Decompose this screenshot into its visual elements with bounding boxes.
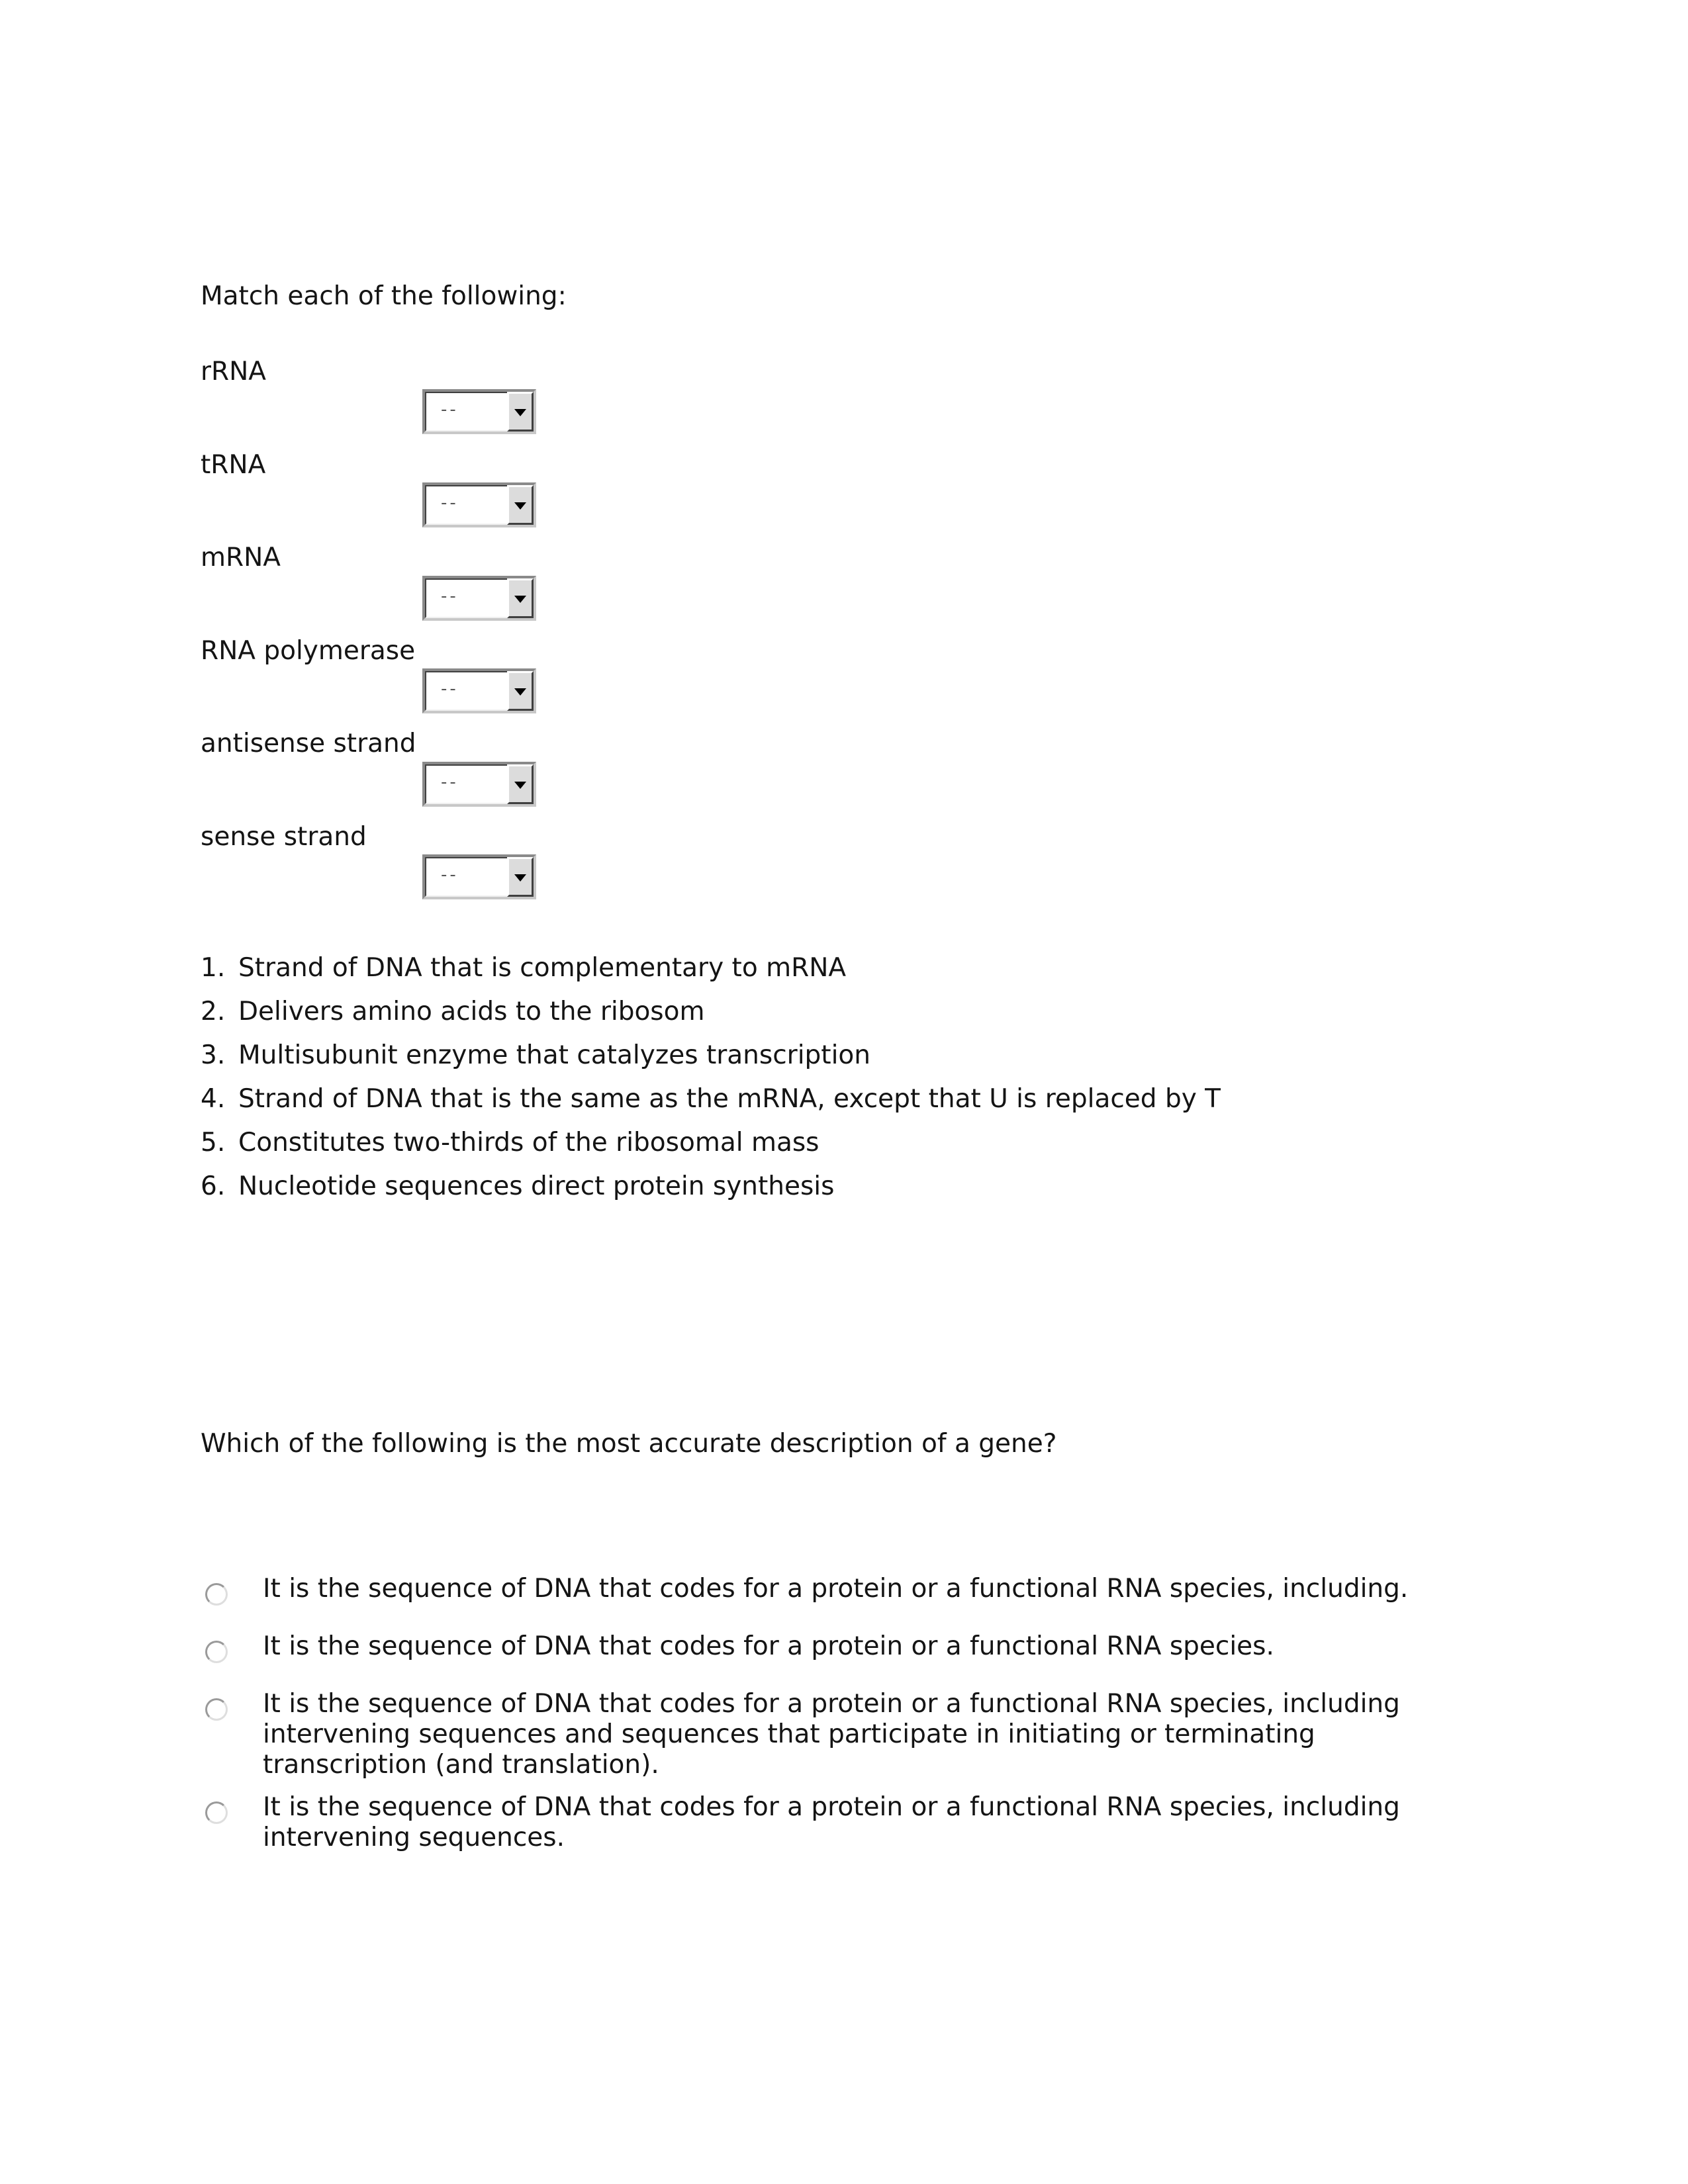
match-select-rrna[interactable] [422, 389, 536, 434]
answer-text: It is the sequence of DNA that codes for a protein or a functional RNA species, including intervening sequences. [263, 1792, 1400, 1852]
list-item: 5. Constitutes two-thirds of the ribosomal mass [201, 1128, 820, 1158]
chevron-down-icon [514, 688, 526, 696]
list-item: 4. Strand of DNA that is the same as the mRNA, except that U is replaced by T [201, 1084, 1221, 1114]
select-value: -- [441, 679, 459, 699]
chevron-down-icon [514, 782, 526, 789]
term-label-rna-polymerase: RNA polymerase [201, 636, 416, 666]
list-item: 1. Strand of DNA that is complementary to mRNA [201, 953, 847, 983]
answer-text: It is the sequence of DNA that codes for a protein or a functional RNA species. [263, 1631, 1274, 1661]
select-value: -- [441, 493, 459, 513]
dropdown-button[interactable] [507, 485, 534, 525]
dropdown-button[interactable] [507, 392, 534, 432]
term-label-trna: tRNA [201, 450, 266, 480]
select-value: -- [441, 400, 459, 420]
term-label-sense-strand: sense strand [201, 822, 367, 852]
chevron-down-icon [514, 502, 526, 510]
question-1-title: Match each of the following: [201, 281, 567, 311]
match-select-antisense-strand[interactable] [422, 762, 536, 807]
dropdown-button[interactable] [507, 857, 534, 897]
term-label-rrna: rRNA [201, 357, 266, 387]
chevron-down-icon [514, 596, 526, 603]
dropdown-button[interactable] [507, 578, 534, 618]
term-label-mrna: mRNA [201, 543, 281, 572]
select-value: -- [441, 865, 459, 885]
answer-text: It is the sequence of DNA that codes for a protein or a functional RNA species, including. [263, 1574, 1409, 1604]
question-2-title: Which of the following is the most accurate description of a gene? [201, 1429, 1057, 1459]
list-item: 6. Nucleotide sequences direct protein synthesis [201, 1171, 835, 1201]
dropdown-button[interactable] [507, 764, 534, 804]
dropdown-button[interactable] [507, 671, 534, 711]
term-label-antisense-strand: antisense strand [201, 729, 416, 758]
radio-button[interactable] [205, 1583, 228, 1606]
match-select-sense-strand[interactable] [422, 854, 536, 899]
radio-button[interactable] [205, 1641, 228, 1663]
chevron-down-icon [514, 874, 526, 882]
match-options-list [201, 955, 1458, 1217]
answer-text: It is the sequence of DNA that codes for a protein or a functional RNA species, including intervening sequences and sequences that participate in initiating or terminating transcription (and translation). [263, 1689, 1400, 1780]
match-select-rna-polymerase[interactable] [422, 668, 536, 713]
list-item: 3. Multisubunit enzyme that catalyzes transcription [201, 1040, 870, 1070]
select-value: -- [441, 772, 459, 792]
match-select-mrna[interactable] [422, 576, 536, 621]
match-select-trna[interactable] [422, 482, 536, 527]
list-item: 2. Delivers amino acids to the ribosom [201, 997, 705, 1026]
radio-button[interactable] [205, 1698, 228, 1721]
select-value: -- [441, 586, 459, 606]
radio-button[interactable] [205, 1801, 228, 1824]
chevron-down-icon [514, 409, 526, 416]
